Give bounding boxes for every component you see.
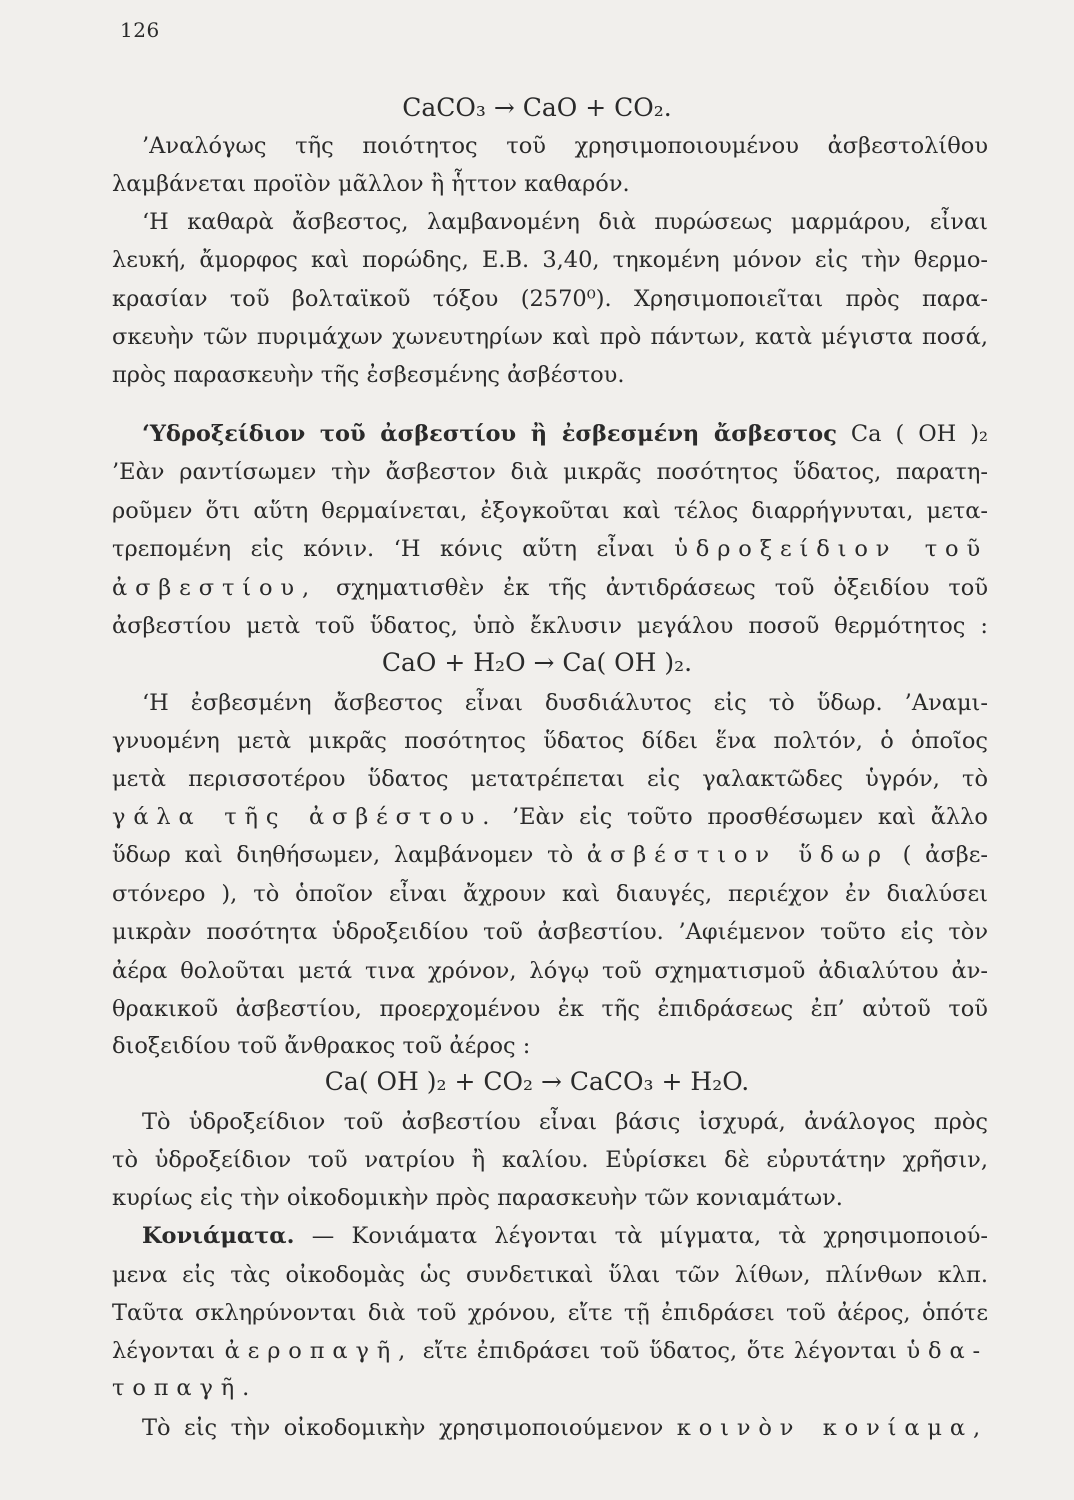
- paragraph-line: Τὸ ὑδροξείδιον τοῦ ἀσβεστίου εἶναι βάσις ἰσχυρά, ἀνάλογος πρὸς: [142, 1109, 988, 1135]
- paragraph-line: ’Αναλόγως τῆς ποιότητος τοῦ χρησιμοποιουμένου ἀσβεστολίθου: [142, 133, 988, 159]
- heading-title: Κονιάματα.: [142, 1223, 295, 1249]
- paragraph-line: κυρίως εἰς τὴν οἰκοδομικὴν πρὸς παρασκευὴν τῶν κονιαμάτων.: [112, 1185, 843, 1211]
- line-text: εἴτε ἐπιδράσει τοῦ ὕδατος, ὅτε λέγονται: [422, 1338, 897, 1364]
- paragraph-line: διοξειδίου τοῦ ἄνθρακος τοῦ ἀέρος :: [112, 1033, 531, 1059]
- spaced-term: ἀσβεστίου,: [112, 575, 317, 601]
- paragraph-line: [112, 1372, 988, 1404]
- paragraph-line: Ταῦτα σκληρύνονται διὰ τοῦ χρόνου, εἴτε τῇ ἐπιδράσει τοῦ ἀέρος, ὁπότε: [112, 1300, 988, 1326]
- page-number: 126: [120, 18, 160, 42]
- paragraph-line: σκευὴν τῶν πυριμάχων χωνευτηρίων καὶ πρὸ πάντων, κατὰ μέγιστα ποσά,: [112, 324, 988, 350]
- spaced-term: γάλα τῆς ἀσβέστου.: [112, 804, 498, 830]
- heading-title: ‘Υδροξείδιον τοῦ ἀσβεστίου ἢ ἐσβεσμένη ἄσβεστος: [142, 421, 837, 447]
- formula-calcination: CaCO₃ → CaO + CO₂.: [402, 93, 672, 122]
- paragraph-line: γνυομένη μετὰ μικρᾶς ποσότητος ὕδατος δίδει ἕνα πολτόν, ὁ ὁποῖος: [112, 728, 988, 754]
- paragraph-line: [112, 1335, 988, 1367]
- line-text: λέγονται: [112, 1338, 216, 1364]
- paragraph-line: ἀσβεστίου μετὰ τοῦ ὕδατος, ὑπὸ ἔκλυσιν μεγάλου ποσοῦ θερμότητος :: [112, 613, 988, 639]
- spaced-term: κοινὸν κονίαμα,: [676, 1415, 988, 1441]
- paragraph-line: μενα εἰς τὰς οἰκοδομὰς ὡς συνδετικαὶ ὕλαι τῶν λίθων, πλίνθων κλπ.: [112, 1262, 988, 1288]
- paragraph-line: θρακικοῦ ἀσβεστίου, προερχομένου ἐκ τῆς ἐπιδράσεως ἐπ’ αὐτοῦ τοῦ: [112, 996, 988, 1022]
- paragraph-line: [142, 1412, 988, 1444]
- paragraph-line: [112, 801, 988, 833]
- paragraph-line: [112, 533, 988, 565]
- paragraph-line: ‘Η ἐσβεσμένη ἄσβεστος εἶναι δυσδιάλυτος εἰς τὸ ὕδωρ. ’Αναμι-: [142, 690, 988, 716]
- spaced-term: ἀεροπαγῆ,: [224, 1338, 414, 1364]
- paragraph-line: [112, 572, 988, 604]
- paragraph-line: τὸ ὑδροξείδιον τοῦ νατρίου ἢ καλίου. Εὑρίσκει δὲ εὐρυτάτην χρῆσιν,: [112, 1147, 988, 1173]
- paragraph-line: ‘Η καθαρὰ ἄσβεστος, λαμβανομένη διὰ πυρώσεως μαρμάρου, εἶναι: [142, 209, 988, 235]
- line-text: Τὸ εἰς τὴν οἰκοδομικὴν χρησιμοποιούμενον: [142, 1415, 664, 1441]
- line-text: ὕδωρ καὶ διηθήσωμεν, λαμβάνομεν τὸ: [112, 842, 574, 868]
- line-text: ’Εὰν εἰς τοῦτο προσθέσωμεν καὶ ἄλλο: [511, 804, 988, 830]
- formula-slaking: CaO + H₂O → Ca( OH )₂.: [381, 648, 693, 677]
- paragraph-line: [112, 839, 988, 871]
- paragraph-line: λευκή, ἄμορφος καὶ πορώδης, Ε.Β. 3,40, τηκομένη μόνον εἰς τὴν θερμο-: [112, 247, 988, 273]
- paragraph-line: στόνερο ), τὸ ὁποῖον εἶναι ἄχρουν καὶ διαυγές, περιέχον ἐν διαλύσει: [112, 881, 988, 907]
- spaced-term: ἀσβέστιον ὕδωρ: [586, 842, 889, 868]
- spaced-term: τοπαγῆ.: [112, 1375, 258, 1401]
- line-text: — Κονιάματα λέγονται τὰ μίγματα, τὰ χρησιμοποιού-: [311, 1223, 988, 1249]
- formula-carbonation: Ca( OH )₂ + CO₂ → CaCO₃ + H₂O.: [324, 1067, 750, 1096]
- paragraph-line: ροῦμεν ὅτι αὕτη θερμαίνεται, ἐξογκοῦται καὶ τέλος διαρρήγνυται, μετα-: [112, 498, 988, 524]
- paragraph-line: πρὸς παρασκευὴν τῆς ἐσβεσμένης ἀσβέστου.: [112, 362, 625, 388]
- spaced-term: ὑδα-: [906, 1338, 988, 1364]
- paragraph-line: κρασίαν τοῦ βολταϊκοῦ τόξου (2570⁰). Χρησιμοποιεῖται πρὸς παρα-: [112, 286, 988, 312]
- line-text: ( ἀσβε-: [902, 842, 988, 868]
- line-text: τρεπομένη εἰς κόνιν. ‘Η κόνις αὕτη εἶναι: [112, 536, 655, 562]
- paragraph-line: ’Εὰν ραντίσωμεν τὴν ἄσβεστον διὰ μικρᾶς ποσότητος ὕδατος, παρατη-: [112, 459, 988, 485]
- line-text: σχηματισθὲν ἐκ τῆς ἀντιδράσεως τοῦ ὀξειδίου τοῦ: [335, 575, 988, 601]
- section-heading-mortars: [142, 1220, 988, 1252]
- paragraph-line: μικρὰν ποσότητα ὑδροξειδίου τοῦ ἀσβεστίου. ’Αφιέμενον τοῦτο εἰς τὸν: [112, 919, 988, 945]
- section-heading-hydroxide: [142, 418, 988, 450]
- paragraph-line: μετὰ περισσοτέρου ὕδατος μετατρέπεται εἰς γαλακτῶδες ὑγρόν, τὸ: [112, 766, 988, 792]
- spaced-term: ὑδροξείδιον τοῦ: [674, 536, 988, 562]
- paragraph-line: ἀέρα θολοῦται μετά τινα χρόνον, λόγῳ τοῦ σχηματισμοῦ ἀδιαλύτου ἀν-: [112, 958, 988, 984]
- paragraph-line: λαμβάνεται προϊὸν μᾶλλον ἢ ἧττον καθαρόν.: [112, 171, 630, 197]
- heading-formula: Ca ( OH )₂: [850, 421, 989, 447]
